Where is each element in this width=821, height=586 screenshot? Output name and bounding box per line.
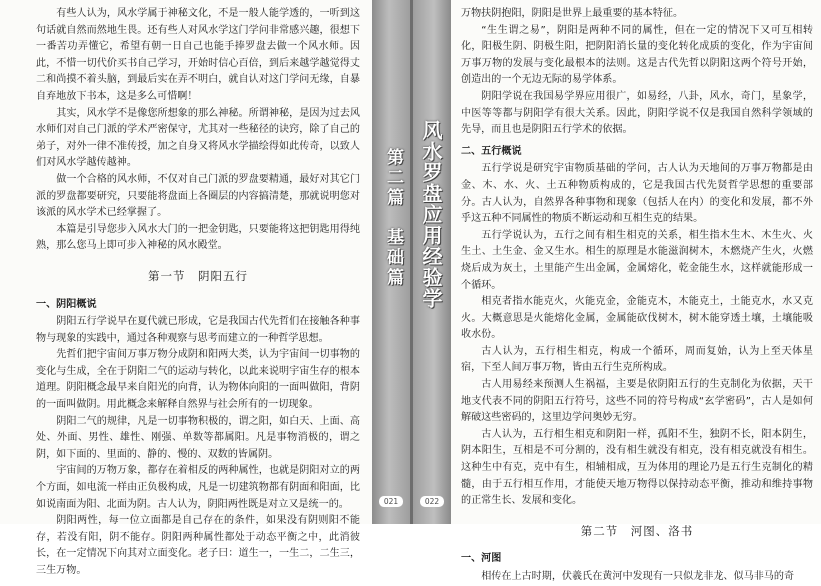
paragraph: 万物扶阴抱阳，阴阳是世界上最重要的基本特征。: [461, 8, 684, 19]
paragraph: 相克者指水能克火，火能克金，金能克木，木能克土，土能克水，水又克火。大概意思是火能熔化金属，金属能砍伐树木，树木能穿透土壤，土壤能吸收水份。: [461, 296, 813, 341]
paragraph: 做一个合格的风水师，不仅对自己门派的罗盘要精通，最好对其它门派的罗盘都要研究，只要能将盘面上各圈层的内容搞清楚，那就说明您对该派的风水学术已经掌握了。: [36, 173, 360, 219]
paragraph: 有些人认为，风水学属于神秘文化，不是一般人能学透的，一听到这句话就自然而然地生畏。还有些人对风水学这门学问非常感兴趣，很想下一番苦功弄懂它，希望有朝一日自己也能手捧罗盘去做一个风水师。因此，不惜一切代价买书自己学习，开始时信心百倍，到后来越学越觉得丈二和尚摸不着头脑，到最后实在弄不明白，就自认对这门学问无缘，自暴自弃地放下书本，这是多么可惜啊！: [36, 8, 360, 102]
paragraph: 阴阳二气的规律，凡是一切事物积极的，谓之阳，如白天、上面、高处、外面、男性、雄性、刚强、单数等都属阳。凡是事物消极的，谓之阴，如下面的、里面的、静的、慢的、双数的皆属阴。: [36, 415, 360, 460]
paragraph: 相传在上古时期，伏羲氏在黄河中发现有一只似龙非龙、似马非马的奇: [481, 571, 795, 582]
paragraph: 先哲们把宇宙间万事万物分成阴和阳两大类，认为宇宙间一切事物的变化与生成，全在于阴阳二气的运动与转化，以此来说明宇宙生存的根本道理。阴阳概念最早来自阳光的向背，认为物体向阳的一面叫做阳，背阴的一面叫做阴。用此概念来解释自然界与社会所有的一切现象。: [36, 349, 360, 411]
paragraph: 古人用易经来预测人生祸福，主要是依阴阳五行的生克制化为依据，天干地支代表不同的阴阳五行符号，这些不同的符号构成“玄学密码”，古人是如何解破这些密码的，这里边学问奥妙无穷。: [461, 379, 813, 424]
left-page: [0, 0, 372, 576]
paragraph: “生生谓之易”，阴阳是两种不同的属性，但在一定的情况下又可互相转化，阳极生阴、阴极生阳，把阴阳消长量的变化转化成质的变化，作为宇宙间万事万物的发展与变化最根本的法则。这是古代先哲以阴阳这两个符号开始，创造出的一个无边无际的易学体系。: [461, 24, 813, 86]
right-page: [451, 0, 821, 582]
paragraph: 阴阳五行学说早在夏代就已形成，它是我国古代先哲们在接触各种事物与现象的实践中，通过各种观察与思考而建立的一种哲学思想。: [36, 316, 360, 344]
left-page-text: [36, 6, 360, 580]
paragraph: 五行学说是研究宇宙物质基础的学问，古人认为天地间的万事万物都是由金、木、水、火、土五种物质构成的，它是我国古代先贤哲学思想的重要部分。古人认为，自然界各种事物和现象（包括人在内）的变化和发展，都不外乎这五种不同属性的物质不断运动和互相生克的结果。: [461, 163, 813, 225]
section-title: 第一节 阴阳五行: [148, 268, 248, 283]
paragraph: 古人认为，五行相生相克，构成一个循环，周而复始，认为上至天体星宿，下至人间万事万物，皆由五行生克所构成。: [461, 345, 813, 374]
book-title: 风水罗盘应用经验学: [419, 120, 443, 309]
subsection-heading: 一、阴阳概说: [36, 298, 97, 310]
paragraph: 本篇是引导您步入风水大门的一把金钥匙，只要能将这把钥匙用得纯熟，那么您马上即可步入神秘的风水殿堂。: [36, 223, 360, 252]
paragraph: 其实，风水学不是像您所想象的那么神秘。所谓神秘，是因为过去风水师们对自己门派的学术严密保守，尤其对一些秘径的诀窍，除了自己的弟子，对外一律不准传授，加之自身又将风水学描绘得如此传奇，以致人们对风水学越传越神。: [36, 107, 360, 169]
right-spine-strip: [413, 0, 451, 524]
left-spine-strip: [372, 0, 410, 524]
paragraph: 五行学说认为，五行之间有相生相克的关系，相生指木生木、木生火、火生土、土生金、金又生水。相生的原理是水能滋润树木，木燃烧产生火，火燃烧后成为灰土，土里能产生出金属，金属熔化，乾金能生水，这样就能形成一个循环。: [461, 229, 813, 291]
chapter-label: 第二篇 基础篇: [383, 148, 403, 288]
section-title: 第二节 河图、洛书: [580, 523, 694, 538]
page-number-left: 021: [379, 496, 403, 507]
subsection-heading: 二、五行概说: [461, 145, 522, 157]
paragraph: 宇宙间的万物万象，都存在着相反的两种属性，也就是阴阳对立的两个方面，如电流一样由正负极构成，凡是一切建筑物都有阴面和阳面，比如说南面为阳、北面为阴。古人认为，阴阳两性既是对立又是统一的。: [36, 465, 360, 510]
page-number-right: 022: [420, 496, 444, 507]
paragraph: 阴阳两性，每一位立面都是自己存在的条件，如果没有阴则阳不能存，若没有阳，阴不能存。阴阳两种属性都处于动态平衡之中，此消彼长，在一定情况下向其对立面变化。老子曰：道生一，一生二，二生三，三生万物。: [36, 515, 360, 576]
right-page-text: [461, 6, 813, 586]
subsection-heading: 一、河图: [461, 553, 502, 565]
paragraph: 古人认为，五行相生相克和阴阳一样，孤阳不生，独阴不长，阳本阴生，阴本阳生，互相是不可分割的，没有相生就没有相克，没有相克就没有相生。这种生中有克，克中有生，相辅相成，互为体用的理论乃是五行生克制化的精髓，由于五行相互作用，才能使天地万物得以保持动态平衡，推动和维持事物的正常生长、发展和变化。: [461, 428, 813, 507]
paragraph: 阴阳学说在我国易学界应用很广，如易经，八卦，风水，奇门，星象学，中医等等都与阴阳学有很大关系。因此，阴阳学说不仅是我国自然科学领域的先导，而且也是阴阳五行学术的依据。: [461, 90, 813, 136]
